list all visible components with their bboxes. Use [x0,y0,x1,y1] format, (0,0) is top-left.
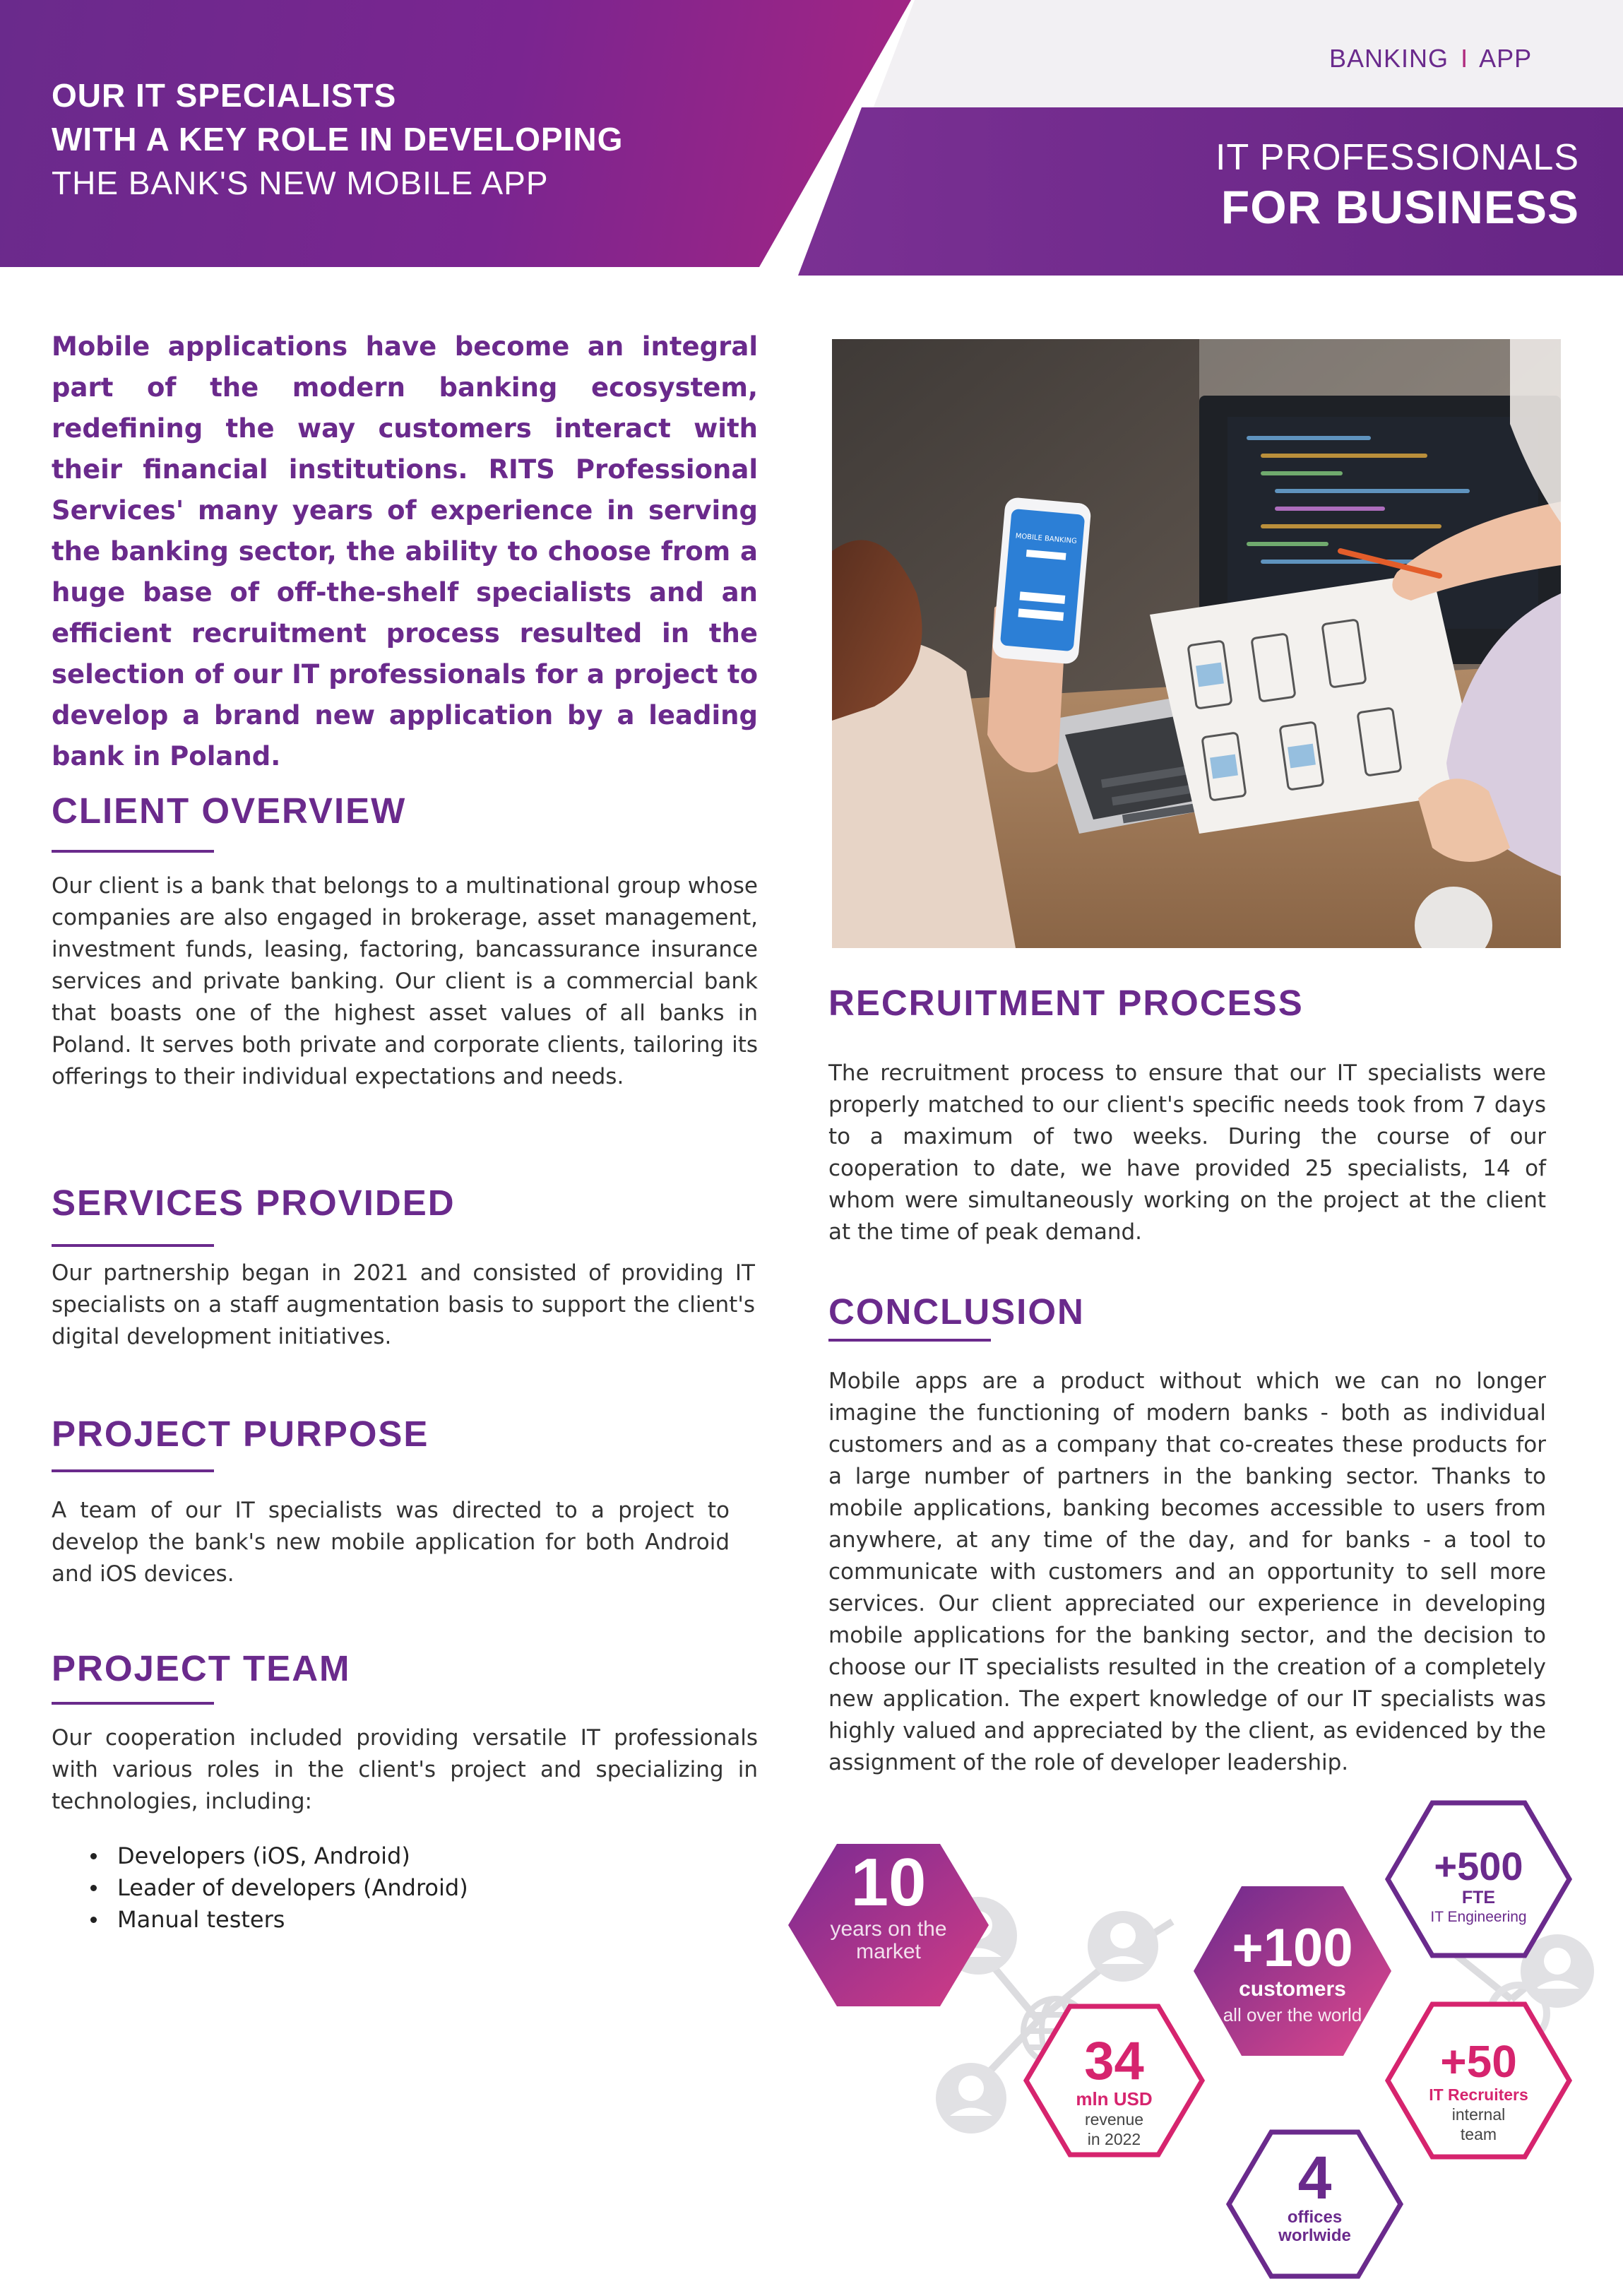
list-item-label: Manual testers [117,1906,285,1933]
services-provided-heading: SERVICES PROVIDED [52,1183,456,1223]
project-team-list [85,1840,468,1936]
offices-label-line1: offices [1287,2208,1343,2227]
header-title [52,73,623,205]
phone-screen-title: MOBILE BANKING [1015,532,1078,546]
fte-sublabel: IT Engineering [1430,1909,1527,1925]
intro-paragraph: Mobile applications have become an integral part of the modern banking ecosystem, redefining the way customers interact with their financial institutions. RITS Professional Services' many years of experience in serving the banking sector, the ability to choose from a huge base of off-the-shelf specialists and an efficient recruitment process resulted in the selection of our IT professionals for a project to develop a brand new application by a leading bank in Poland. [52,331,758,771]
category-tag-separator: I [1461,44,1469,73]
category-tag-left: BANKING [1329,44,1449,73]
years-value: 10 [850,1845,927,1920]
recruiters-stat [1388,2038,1569,2144]
header-title-line1: OUR IT SPECIALISTS [52,77,397,114]
client-overview-rule [52,850,214,853]
photo-illustration [832,339,1561,948]
category-tag [1329,44,1532,73]
customers-value: +100 [1232,1918,1353,1978]
customers-stat [1194,1920,1391,2028]
recruiters-sublabel-line2: team [1460,2125,1497,2143]
conclusion-rule [828,1339,991,1342]
fte-stat [1388,1845,1569,1927]
offices-stat [1229,2144,1401,2245]
offices-label-line2: worlwide [1278,2226,1351,2245]
offices-value: 4 [1297,2144,1332,2212]
fte-value: +500 [1434,1844,1523,1888]
revenue-stat [1026,2031,1202,2149]
project-team-body: Our cooperation included providing versatile IT professionals with various roles in the client's project and specializing in technologies, including: [52,1725,758,1814]
list-item [85,1872,468,1904]
conclusion-heading: CONCLUSION [828,1291,1085,1332]
recruiters-label: IT Recruiters [1429,2085,1528,2104]
header-slogan-line2: FOR BUSINESS [1220,181,1579,233]
list-item-label: Developers (iOS, Android) [117,1842,410,1869]
bullet-icon [90,1885,97,1891]
bullet-icon [90,1853,97,1859]
years-label-line1: years on the [830,1917,947,1941]
project-team-heading: PROJECT TEAM [52,1648,351,1688]
category-tag-right: APP [1479,44,1533,73]
project-purpose-body: A team of our IT specialists was directed to a project to develop the bank's new mobile application for both Android and iOS devices. [52,1498,730,1587]
years-label-line2: market [856,1940,921,1963]
years-stat [788,1847,989,1963]
recruiters-value: +50 [1440,2036,1517,2087]
header-title-line2: WITH A KEY ROLE IN DEVELOPING [52,121,624,158]
revenue-label: mln USD [1076,2088,1153,2109]
services-provided-rule [52,1244,214,1247]
recruiters-sublabel-line1: internal [1451,2105,1506,2124]
list-item [85,1904,468,1936]
stats-infographic [777,1794,1623,2296]
recruitment-process-heading: RECRUITMENT PROCESS [828,983,1304,1023]
header-slogan [1215,134,1579,233]
revenue-value: 34 [1084,2031,1144,2091]
project-purpose-heading: PROJECT PURPOSE [52,1414,429,1454]
revenue-sublabel-line1: revenue [1084,2110,1144,2129]
bullet-icon [90,1917,97,1923]
client-overview-heading: CLIENT OVERVIEW [52,791,407,831]
list-item-label: Leader of developers (Android) [117,1874,468,1901]
client-overview-body: Our client is a bank that belongs to a multinational group whose companies are also engaged in brokerage, asset management, investment funds, leasing, factoring, bancassurance insurance services and private banking. Our client is a commercial bank that boasts one of the highest asset values of all banks in Poland. It serves both private and corporate clients, tailoring its offerings to their individual expectations and needs. [52,873,758,1089]
fte-label: FTE [1461,1888,1496,1907]
services-provided-body: Our partnership began in 2021 and consisted of providing IT specialists on a staff augmentation basis to support the client's digital development initiatives. [52,1260,755,1349]
list-item [85,1840,468,1872]
project-team-rule [52,1702,214,1705]
customers-label: customers [1239,1977,1346,2001]
customers-sublabel: all over the world [1223,2004,1362,2025]
recruitment-process-body: The recruitment process to ensure that our IT specialists were properly matched to our client's specific needs took from 7 days to a maximum of two weeks. During the course of our cooperation to date, we have provided 25 specialists, 14 of whom were simultaneously working on the project at the client at the time of peak demand. [828,1060,1546,1245]
header-slogan-line1: IT PROFESSIONALS [1215,137,1579,178]
team-working-photo [832,339,1561,948]
project-purpose-rule [52,1469,214,1472]
conclusion-body: Mobile apps are a product without which we can no longer imagine the functioning of modern banks - both as individual customers and as a company that co-creates these products for a large number of partners in the banking sector. Thanks to mobile applications, banking becomes accessible to users from anywhere, at any time of the day, and for banks - a tool to communicate with customers and an opportunity to sell more services. Our client appreciated our experience in developing mobile applications for the banking sector, and the decision to choose our IT specialists resulted in the creation of a completely new application. The expert knowledge of our IT specialists was highly valued and appreciated by the client, as evidenced by the assignment of the role of developer leadership. [828,1368,1546,1775]
revenue-sublabel-line2: in 2022 [1087,2130,1141,2148]
header-title-line3: THE BANK'S NEW MOBILE APP [52,165,549,201]
